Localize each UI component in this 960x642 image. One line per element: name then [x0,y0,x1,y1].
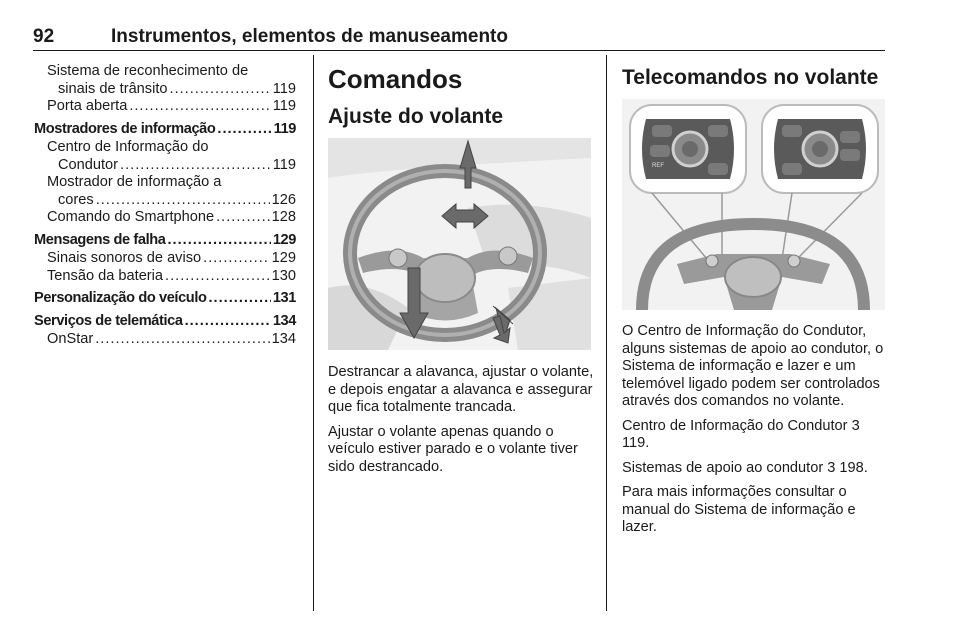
toc-section-text: Serviços de telemática [34,312,183,329]
toc-entry[interactable] [34,139,296,174]
toc-leader-dots [217,121,271,139]
cross-reference[interactable]: Centro de Informação do Condutor 3 119. [622,417,860,451]
toc-leader-dots [96,192,270,210]
toc-entry-text: Mostrador de informação a [47,174,222,190]
toc-entry-text: Condutor [58,156,119,173]
toc-page-number: 134 [272,312,296,329]
toc-entry-text: Centro de Informação do [47,139,209,155]
toc-entry-text: Comando do Smartphone [47,209,215,225]
steering-wheel-figure [328,138,591,350]
steering-controls-text [622,323,888,544]
toc-section-text: Personalização do veículo [34,290,207,306]
toc-entry-text: cores [58,191,94,208]
toc-leader-dots [120,157,271,175]
toc-entry-text: Sinais sonoros de aviso [47,250,202,266]
toc-entry[interactable] [34,98,296,116]
toc-leader-dots [216,209,270,227]
page-number: 92 [33,26,55,47]
toc-page-number: 134 [271,331,296,347]
steering-controls-illustration [622,99,885,310]
toc-page-number: 128 [271,209,296,225]
toc-section-text: Mostradores de informação [34,120,216,137]
toc-section[interactable] [34,232,296,250]
toc-leader-dots [170,81,271,99]
toc-entry-text: sinais de trânsito [58,80,168,97]
toc-entry-text: Sistema de reconhecimento de [47,63,249,79]
steering-adjust-text [328,364,594,483]
cross-reference[interactable]: Sistemas de apoio ao condutor 3 198. [622,459,868,476]
toc-section-text: Mensagens de falha [34,231,166,248]
table-of-contents [34,63,296,349]
toc-page-number: 129 [271,250,296,266]
toc-entry-text: Tensão da bateria [47,267,164,284]
toc-entry[interactable] [34,63,296,98]
paragraph: Destrancar a alavanca, ajustar o volante, e depois engatar a alavanca e assegurar que fica totalmente trancada. [328,364,594,415]
toc-section[interactable] [34,121,296,139]
toc-entry-text: OnStar [47,331,94,347]
header-rule [33,50,885,51]
paragraph: O Centro de Informação do Condutor, alguns sistemas de apoio ao condutor, o Sistema de informação e lazer e um telemóvel ligado podem ser controlados através dos comandos no volante. [622,323,884,409]
subsection-heading: Ajuste do volante [328,105,504,128]
toc-section[interactable] [34,313,296,331]
subsection-heading: Telecomandos no volante [622,66,879,89]
paragraph: Ajustar o volante apenas quando o veículo estiver parado e o volante tiver sido destrancado. [328,423,578,475]
toc-entry[interactable] [34,250,296,268]
paragraph: Para mais informações consultar o manual do Sistema de informação e lazer. [622,484,856,535]
toc-page-number: 130 [271,267,296,284]
section-heading: Comandos [328,64,463,94]
column-divider-left [313,55,314,611]
toc-entry-text: Porta aberta [47,98,128,114]
left-control-cluster [630,105,746,193]
toc-page-number: 119 [272,98,296,114]
toc-leader-dots [95,331,269,349]
steering-adjust-illustration [328,138,591,350]
toc-page-number: 129 [272,231,296,248]
toc-entry[interactable] [34,174,296,209]
toc-section[interactable] [34,290,296,308]
toc-entry[interactable] [34,209,296,227]
ref-button-label: REF [652,163,664,169]
column-divider-right [606,55,607,611]
toc-leader-dots [167,232,270,250]
steering-controls-figure [622,99,885,310]
toc-leader-dots [203,250,270,268]
running-title: Instrumentos, elementos de manuseamento [111,26,508,47]
toc-page-number: 131 [272,290,296,306]
toc-page-number: 126 [271,191,296,208]
page-header [33,26,885,52]
toc-leader-dots [129,98,270,116]
right-control-cluster [762,105,878,193]
toc-page-number: 119 [272,80,296,97]
toc-leader-dots [209,290,271,308]
toc-page-number: 119 [273,120,296,137]
toc-leader-dots [165,268,270,286]
toc-entry[interactable] [34,268,296,286]
toc-leader-dots [185,313,271,331]
toc-entry[interactable] [34,331,296,349]
toc-page-number: 119 [272,156,296,173]
